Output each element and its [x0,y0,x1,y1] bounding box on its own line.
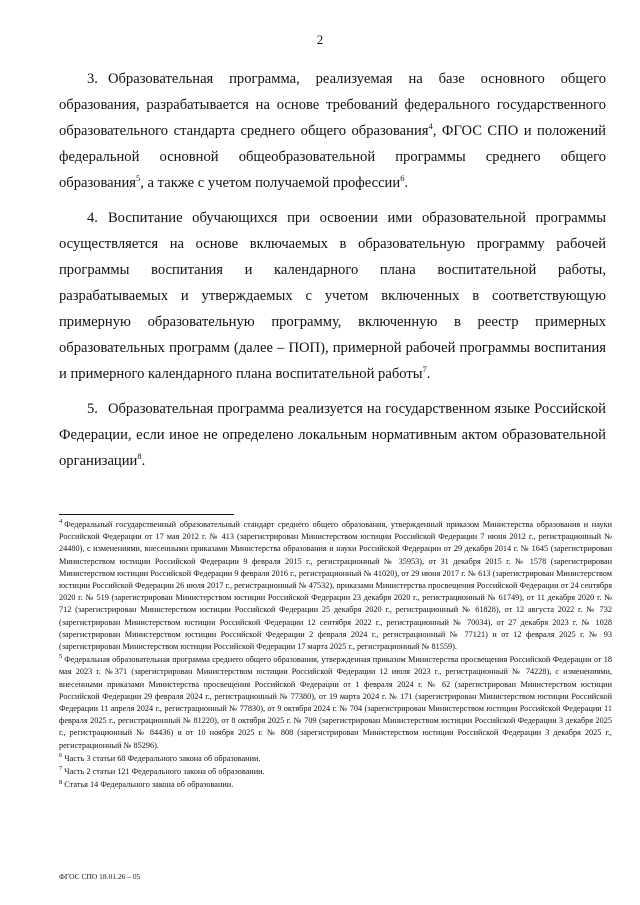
footnotes [59,519,612,792]
footnote-text: Федеральный государственный образовательный стандарт среднего общего образования, утвержденный приказом Министерства образования и науки Российской Федерации от 17 мая 2012 г. № 413 (зарегистрирован Министерством юстиции Российской Федерации 7 июня 2012 г., регистрационный № 24480), с изменениями, внесенными приказами Министерства образования и науки Российской Федерации от 29 декабря 2014 г. № 1645 (зарегистрирован Министерством юстиции Российской Федерации 9 февраля 2015 г., регистрационный № 35953), от 31 декабря 2015 г. № 1578 (зарегистрирован Министерством юстиции Российской Федерации 9 февраля 2016 г., регистрационный № 41020), от 29 июня 2017 г. № 613 (зарегистрирован Министерством юстиции Российской Федерации 26 июля 2017 г., регистрационный № 47532), приказами Министерства просвещения Российской Федерации от 24 сентября 2020 г. № 519 (зарегистрирован Министерством юстиции Российской Федерации 23 декабря 2020 г., регистрационный № 61749), от 11 декабря 2020 г. № 712 (зарегистрирован Министерством юстиции Российской Федерации 25 декабря 2020 г., регистрационный № 61828), от 12 августа 2022 г. № 732 (зарегистрирован Министерством юстиции Российской Федерации 12 сентября 2022 г., регистрационный № 70034), от 27 декабря 2023 г. № 1028 (зарегистрирован Министерством юстиции Российской Федерации 2 февраля 2024 г., регистрационный № 77121) и от 12 февраля 2025 г. № 93 (зарегистрирован Министерством юстиции Российской Федерации 17 марта 2025 г., регистрационный № 81559). [59,520,612,652]
footnote-ref-4[interactable]: 4 [428,121,433,132]
footnote-mark: 5 [59,653,63,661]
footnote-mark: 8 [59,778,63,786]
footnote-mark: 4 [59,518,63,526]
footnote-text: Часть 2 статьи 121 Федерального закона об образовании. [64,767,265,777]
footnote-text: Федеральная образовательная программа среднего общего образования, утвержденная приказом Министерства просвещения Российской Федерации от 18 мая 2023 г. №371 (зарегистрирован Министерством юстиции Российской Федерации 12 июля 2023 г., регистрационный № 74228), с изменениями, внесенными приказами Министерства просвещения Российской Федерации от 1 февраля 2024 г. № 62 (зарегистрирован Министерством юстиции Российской Федерации 29 февраля 2024 г., регистрационный № 77380), от 19 марта 2024 г. № 171 (зарегистрирован Министерством юстиции Российской Федерации 11 апреля 2024 г., регистрационный № 77830), от 9 октября 2024 г. № 704 (зарегистрирован Министерством юстиции Российской Федерации 11 февраля 2025 г., регистрационный № 81220), от 8 октября 2025 г. № 709 (зарегистрирован Министерством юстиции Российской Федерации 3 декабря 2025 г., регистрационный № 84436) и от 10 ноября 2025 г. № 808 (зарегистрирован Министерством юстиции Российской Федерации 3 декабря 2025 г., регистрационный № 85296). [59,655,612,750]
paragraph-text: , а также с учетом получаемой профессии [140,175,401,191]
body-text [59,66,606,483]
paragraph-text: , ФГОС СПО и положений федеральной основной общеобразовательной программы среднего общего образования [59,123,606,191]
paragraph-text: Образовательная программа, реализуемая на базе основного общего образования, разрабатывается на основе требований федерального государственного образовательного стандарта среднего общего образования [59,71,606,139]
footnote-ref-7[interactable]: 7 [422,364,427,375]
paragraph-text: . [404,175,409,191]
paragraph-text: Воспитание обучающихся при освоении ими образовательной программы осуществляется на основе включаемых в образовательную программу рабочей программы воспитания и календарного плана воспитательной работы, разрабатываемых и утверждаемых с учетом включенных в соответствующую примерную образовательную программу, включенную в реестр примерных образовательных программ (далее – ПОП), примерной рабочей программы воспитания и примерного календарного плана воспитательной работы [59,210,606,382]
paragraph-text: . [426,366,431,382]
footnote-mark: 6 [59,752,63,760]
paragraph-number: 5. [87,401,98,417]
footnote-ref-8[interactable]: 8 [137,451,142,462]
footnote-ref-6[interactable]: 6 [400,173,405,184]
paragraph-text: . [141,453,146,469]
footnote-6 [59,753,612,765]
footnote-5 [59,654,612,752]
document-code: ФГОС СПО 18.01.26 – 05 [59,872,141,881]
footnote-text: Часть 3 статьи 68 Федерального закона об образовании. [64,753,261,763]
footnote-8 [59,779,612,791]
paragraph-text: Образовательная программа реализуется на государственном языке Российской Федерации, если иное не определено локальным нормативным актом образовательной организации [59,401,606,469]
footnote-separator [59,514,234,515]
paragraph-3 [59,66,606,196]
footnote-text: Статья 14 Федерального закона об образовании. [64,780,234,790]
footnote-ref-5[interactable]: 5 [135,173,141,184]
paragraph-number: 4. [87,210,98,226]
footnote-mark: 7 [59,765,63,773]
paragraph-4 [59,205,606,387]
paragraph-5 [59,396,606,474]
page-number: 2 [316,32,324,47]
paragraph-number: 3. [87,71,98,87]
footnote-7 [59,766,612,778]
footnote-4 [59,519,612,653]
